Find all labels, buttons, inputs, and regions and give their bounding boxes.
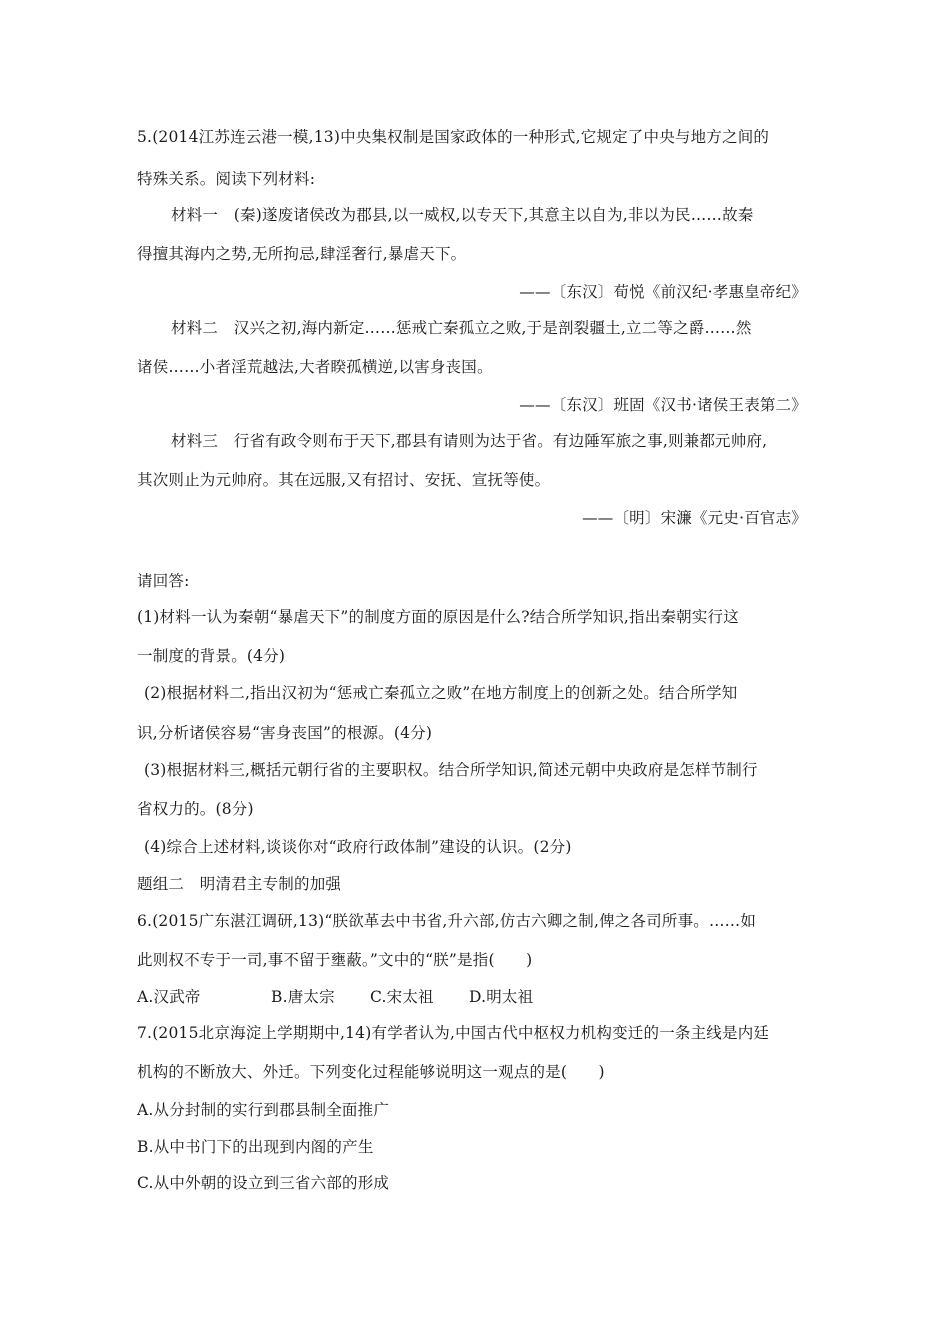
q6-options xyxy=(137,986,533,1008)
material2-source: ——〔东汉〕班固《汉书·诸侯王表第二》 xyxy=(519,396,807,414)
q7-option-b[interactable]: B.从中书门下的出现到内阁的产生 xyxy=(137,1138,374,1156)
q6-option-a[interactable]: A.汉武帝 xyxy=(137,988,201,1006)
please-answer: 请回答: xyxy=(137,572,190,590)
q5-stem-line2: 特殊关系。阅读下列材料: xyxy=(137,170,316,188)
q7-stem-line2: 机构的不断放大、外迁。下列变化过程能够说明这一观点的是( ) xyxy=(137,1063,605,1081)
q7-option-a[interactable]: A.从分封制的实行到郡县制全面推广 xyxy=(137,1101,390,1119)
sub-question-4: (4)综合上述材料,谈谈你对“政府行政体制”建设的认识。(2分) xyxy=(144,838,572,856)
group-heading: 题组二 明清君主专制的加强 xyxy=(137,875,342,893)
material1-line1: 材料一 (秦)遂废诸侯改为郡县,以一威权,以专天下,其意主以自为,非以为民……故秦 xyxy=(171,206,754,224)
q6-option-c[interactable]: C.宋太祖 xyxy=(370,988,434,1006)
q6-option-b[interactable]: B.唐太宗 xyxy=(271,988,335,1006)
material2-line2: 诸侯……小者淫荒越法,大者睽孤横逆,以害身丧国。 xyxy=(137,358,493,376)
material3-line1: 材料三 行省有政令则布于天下,郡县有请则为达于省。有边陲军旅之事,则兼都元帅府, xyxy=(171,432,768,450)
material3-line2: 其次则止为元帅府。其在远服,又有招讨、安抚、宣抚等使。 xyxy=(137,471,551,489)
q5-stem-line1: 5.(2014江苏连云港一模,13)中央集权制是国家政体的一种形式,它规定了中央与地方之间的 xyxy=(137,128,770,146)
sub-question-2-line1: (2)根据材料二,指出汉初为“惩戒亡秦孤立之败”在地方制度上的创新之处。结合所学知 xyxy=(144,684,738,702)
q6-option-d[interactable]: D.明太祖 xyxy=(469,988,534,1006)
sub-question-3-line1: (3)根据材料三,概括元朝行省的主要职权。结合所学知识,简述元朝中央政府是怎样节制行 xyxy=(144,761,758,779)
q7-stem-line1: 7.(2015北京海淀上学期期中,14)有学者认为,中国古代中枢权力机构变迁的一条主线是内廷 xyxy=(137,1024,770,1042)
material3-source: ——〔明〕宋濂《元史·百官志》 xyxy=(582,509,807,527)
sub-question-3-line2: 省权力的。(8分) xyxy=(137,800,254,818)
q6-stem-line1: 6.(2015广东湛江调研,13)“朕欲革去中书省,升六部,仿古六卿之制,俾之各司所事。……如 xyxy=(137,912,757,930)
sub-question-1-line2: 一制度的背景。(4分) xyxy=(137,647,286,665)
q6-stem-line2: 此则权不专于一司,事不留于壅蔽。”文中的“朕”是指( ) xyxy=(137,951,533,969)
material1-line2: 得擅其海内之势,无所拘忌,肆淫奢行,暴虐天下。 xyxy=(137,245,467,263)
sub-question-1-line1: (1)材料一认为秦朝“暴虐天下”的制度方面的原因是什么?结合所学知识,指出秦朝实行这 xyxy=(137,608,739,626)
material1-source: ——〔东汉〕荀悦《前汉纪·孝惠皇帝纪》 xyxy=(519,283,807,301)
material2-line1: 材料二 汉兴之初,海内新定……惩戒亡秦孤立之败,于是剖裂疆土,立二等之爵……然 xyxy=(171,319,752,337)
sub-question-2-line2: 识,分析诸侯容易“害身丧国”的根源。(4分) xyxy=(137,724,433,742)
q7-option-c[interactable]: C.从中外朝的设立到三省六部的形成 xyxy=(137,1174,390,1192)
